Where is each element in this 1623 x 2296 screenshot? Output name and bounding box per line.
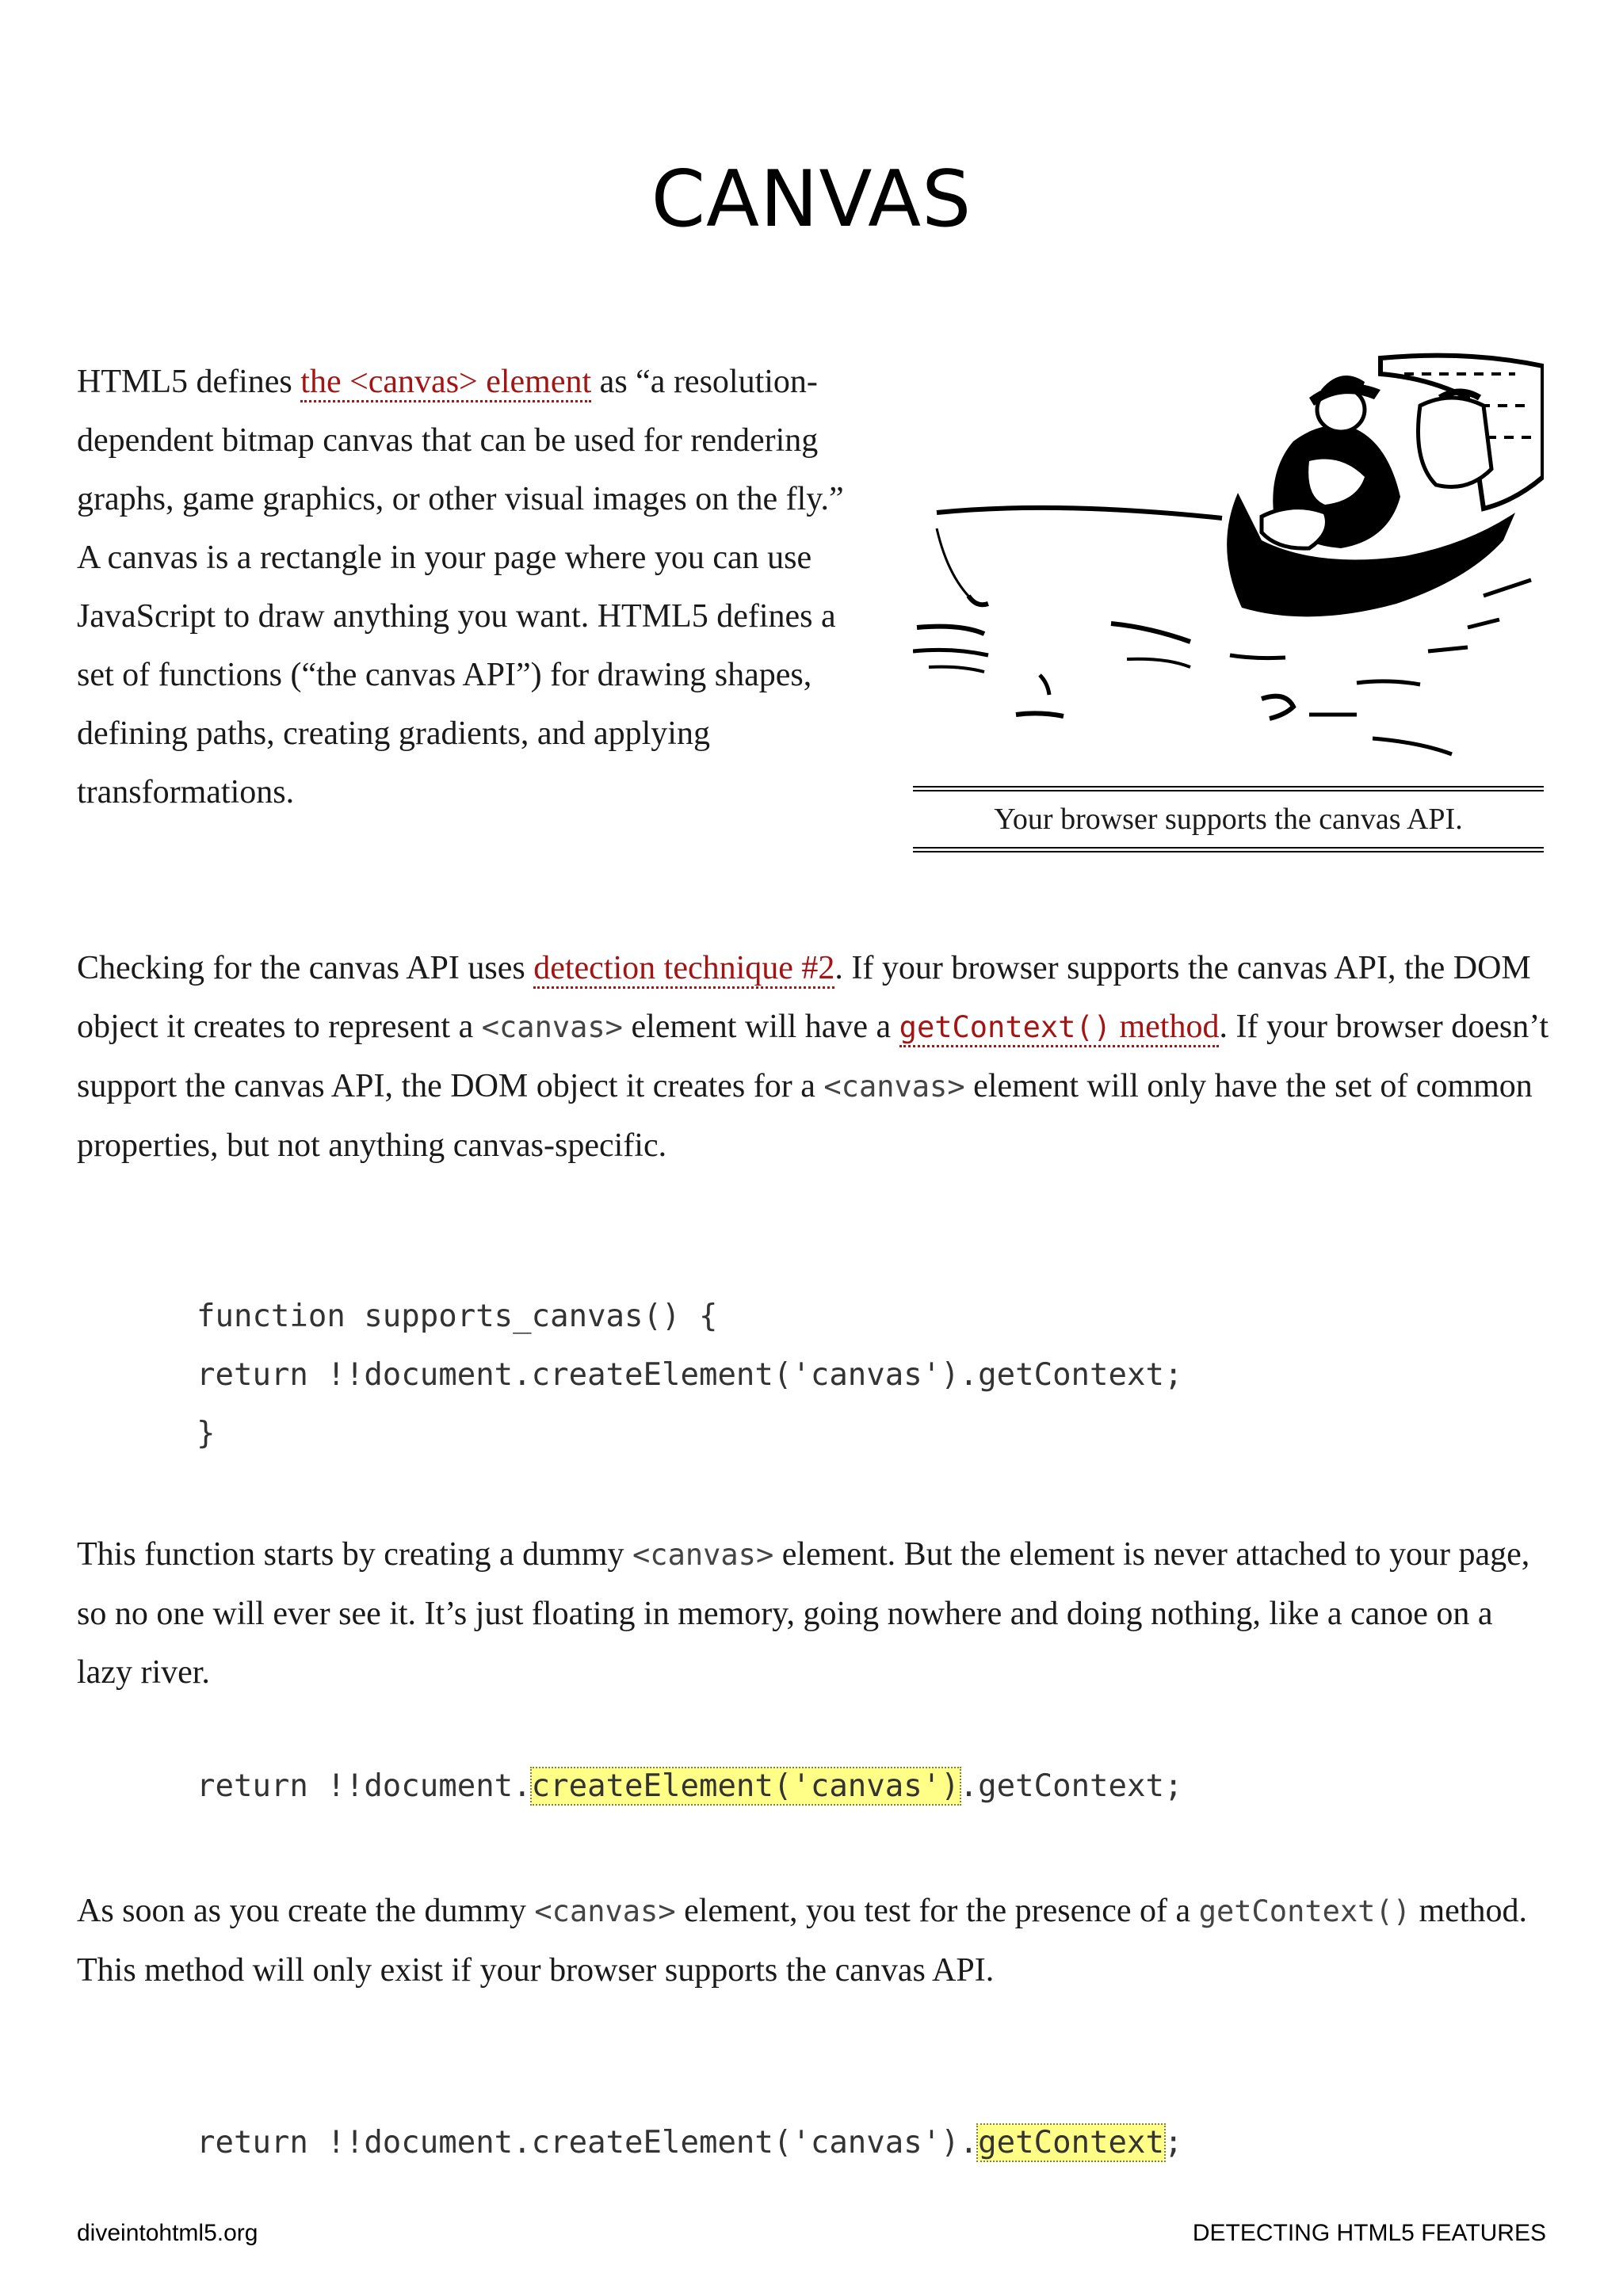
detection-text-4: . If your browser doesn’t support the canvas API, the DOM object it creates for a bbox=[77, 1009, 1549, 1104]
canvas-tag-code-2: <canvas> bbox=[823, 1070, 965, 1104]
canvas-tag-code: <canvas> bbox=[481, 1010, 623, 1044]
page-title: CANVAS bbox=[651, 154, 972, 245]
getcontext-link-text: method bbox=[1110, 1009, 1220, 1045]
create-element-highlight: createElement('canvas') bbox=[531, 1768, 960, 1804]
canvas-element-link[interactable]: the <canvas> element bbox=[300, 364, 591, 402]
code-return2-pre: return !!document.createElement('canvas'). bbox=[197, 2125, 979, 2161]
detection-technique-link[interactable]: detection technique #2 bbox=[533, 950, 834, 989]
test-getcontext-code: getContext() bbox=[1198, 1894, 1411, 1928]
test-text-2: element, you test for the presence of a bbox=[675, 1893, 1199, 1929]
code-return2-post: ; bbox=[1163, 2125, 1183, 2161]
intro-text-2: as “a resolution-dependent bitmap canvas that can be used for rendering graphs, game graphics, or other visual images on the fly.” A canvas is a rectangle in your page where you can use JavaScript to draw anything you want. HTML5 defines a set of functions (“the canvas API”) for drawing shapes, defining paths, creating gradients, and applying transformations. bbox=[77, 364, 844, 810]
detection-text-3: element will have a bbox=[622, 1009, 899, 1045]
code-line-1: function supports_canvas() { bbox=[197, 1299, 718, 1334]
code-line-2: return !!document.createElement('canvas').getContext; bbox=[197, 1357, 1183, 1393]
code-return1-pre: return !!document. bbox=[197, 1768, 532, 1804]
detection-text-1: Checking for the canvas API uses bbox=[77, 950, 534, 986]
dummy-canvas-paragraph bbox=[77, 1525, 1551, 1702]
test-text-1: As soon as you create the dummy bbox=[77, 1893, 535, 1929]
test-getcontext-paragraph bbox=[77, 1882, 1551, 2000]
figure-caption: Your browser supports the canvas API. bbox=[913, 786, 1544, 852]
intro-text-1: HTML5 defines bbox=[77, 364, 301, 400]
dummy-text-2: element. But the element is never attached to your page, so no one will ever see it. It’s just floating in memory, going nowhere and doing nothing, like a canoe on a lazy river. bbox=[77, 1536, 1530, 1691]
footer-section-name: DETECTING HTML5 FEATURES bbox=[1192, 2220, 1546, 2246]
footer-site-name: diveintohtml5.org bbox=[77, 2220, 258, 2246]
detection-paragraph bbox=[77, 939, 1551, 1175]
intro-paragraph bbox=[77, 353, 869, 822]
code-line-3: } bbox=[197, 1416, 216, 1451]
getcontext-method-link[interactable] bbox=[899, 1009, 1220, 1047]
fisherman-canoe-illustration bbox=[913, 342, 1544, 786]
code-return1-post: .getContext; bbox=[959, 1768, 1183, 1804]
supports-canvas-code bbox=[197, 1287, 1182, 1463]
dummy-canvas-code: <canvas> bbox=[632, 1538, 774, 1572]
detection-text-5: element will only have the set of common properties, but not anything canvas-specific. bbox=[77, 1068, 1533, 1164]
getcontext-link-code: getContext() bbox=[899, 1010, 1111, 1044]
detection-text-2: . If your browser supports the canvas API, the DOM object it creates to represent a bbox=[77, 950, 1531, 1045]
test-canvas-code: <canvas> bbox=[534, 1894, 676, 1928]
dummy-text-1: This function starts by creating a dummy bbox=[77, 1536, 633, 1573]
test-text-3: method. This method will only exist if your browser supports the canvas API. bbox=[77, 1893, 1527, 1989]
canvas-figure bbox=[913, 342, 1544, 852]
return-create-element-code bbox=[197, 1757, 1182, 1816]
return-getcontext-code bbox=[197, 2114, 1182, 2172]
getcontext-highlight: getContext bbox=[978, 2125, 1164, 2161]
